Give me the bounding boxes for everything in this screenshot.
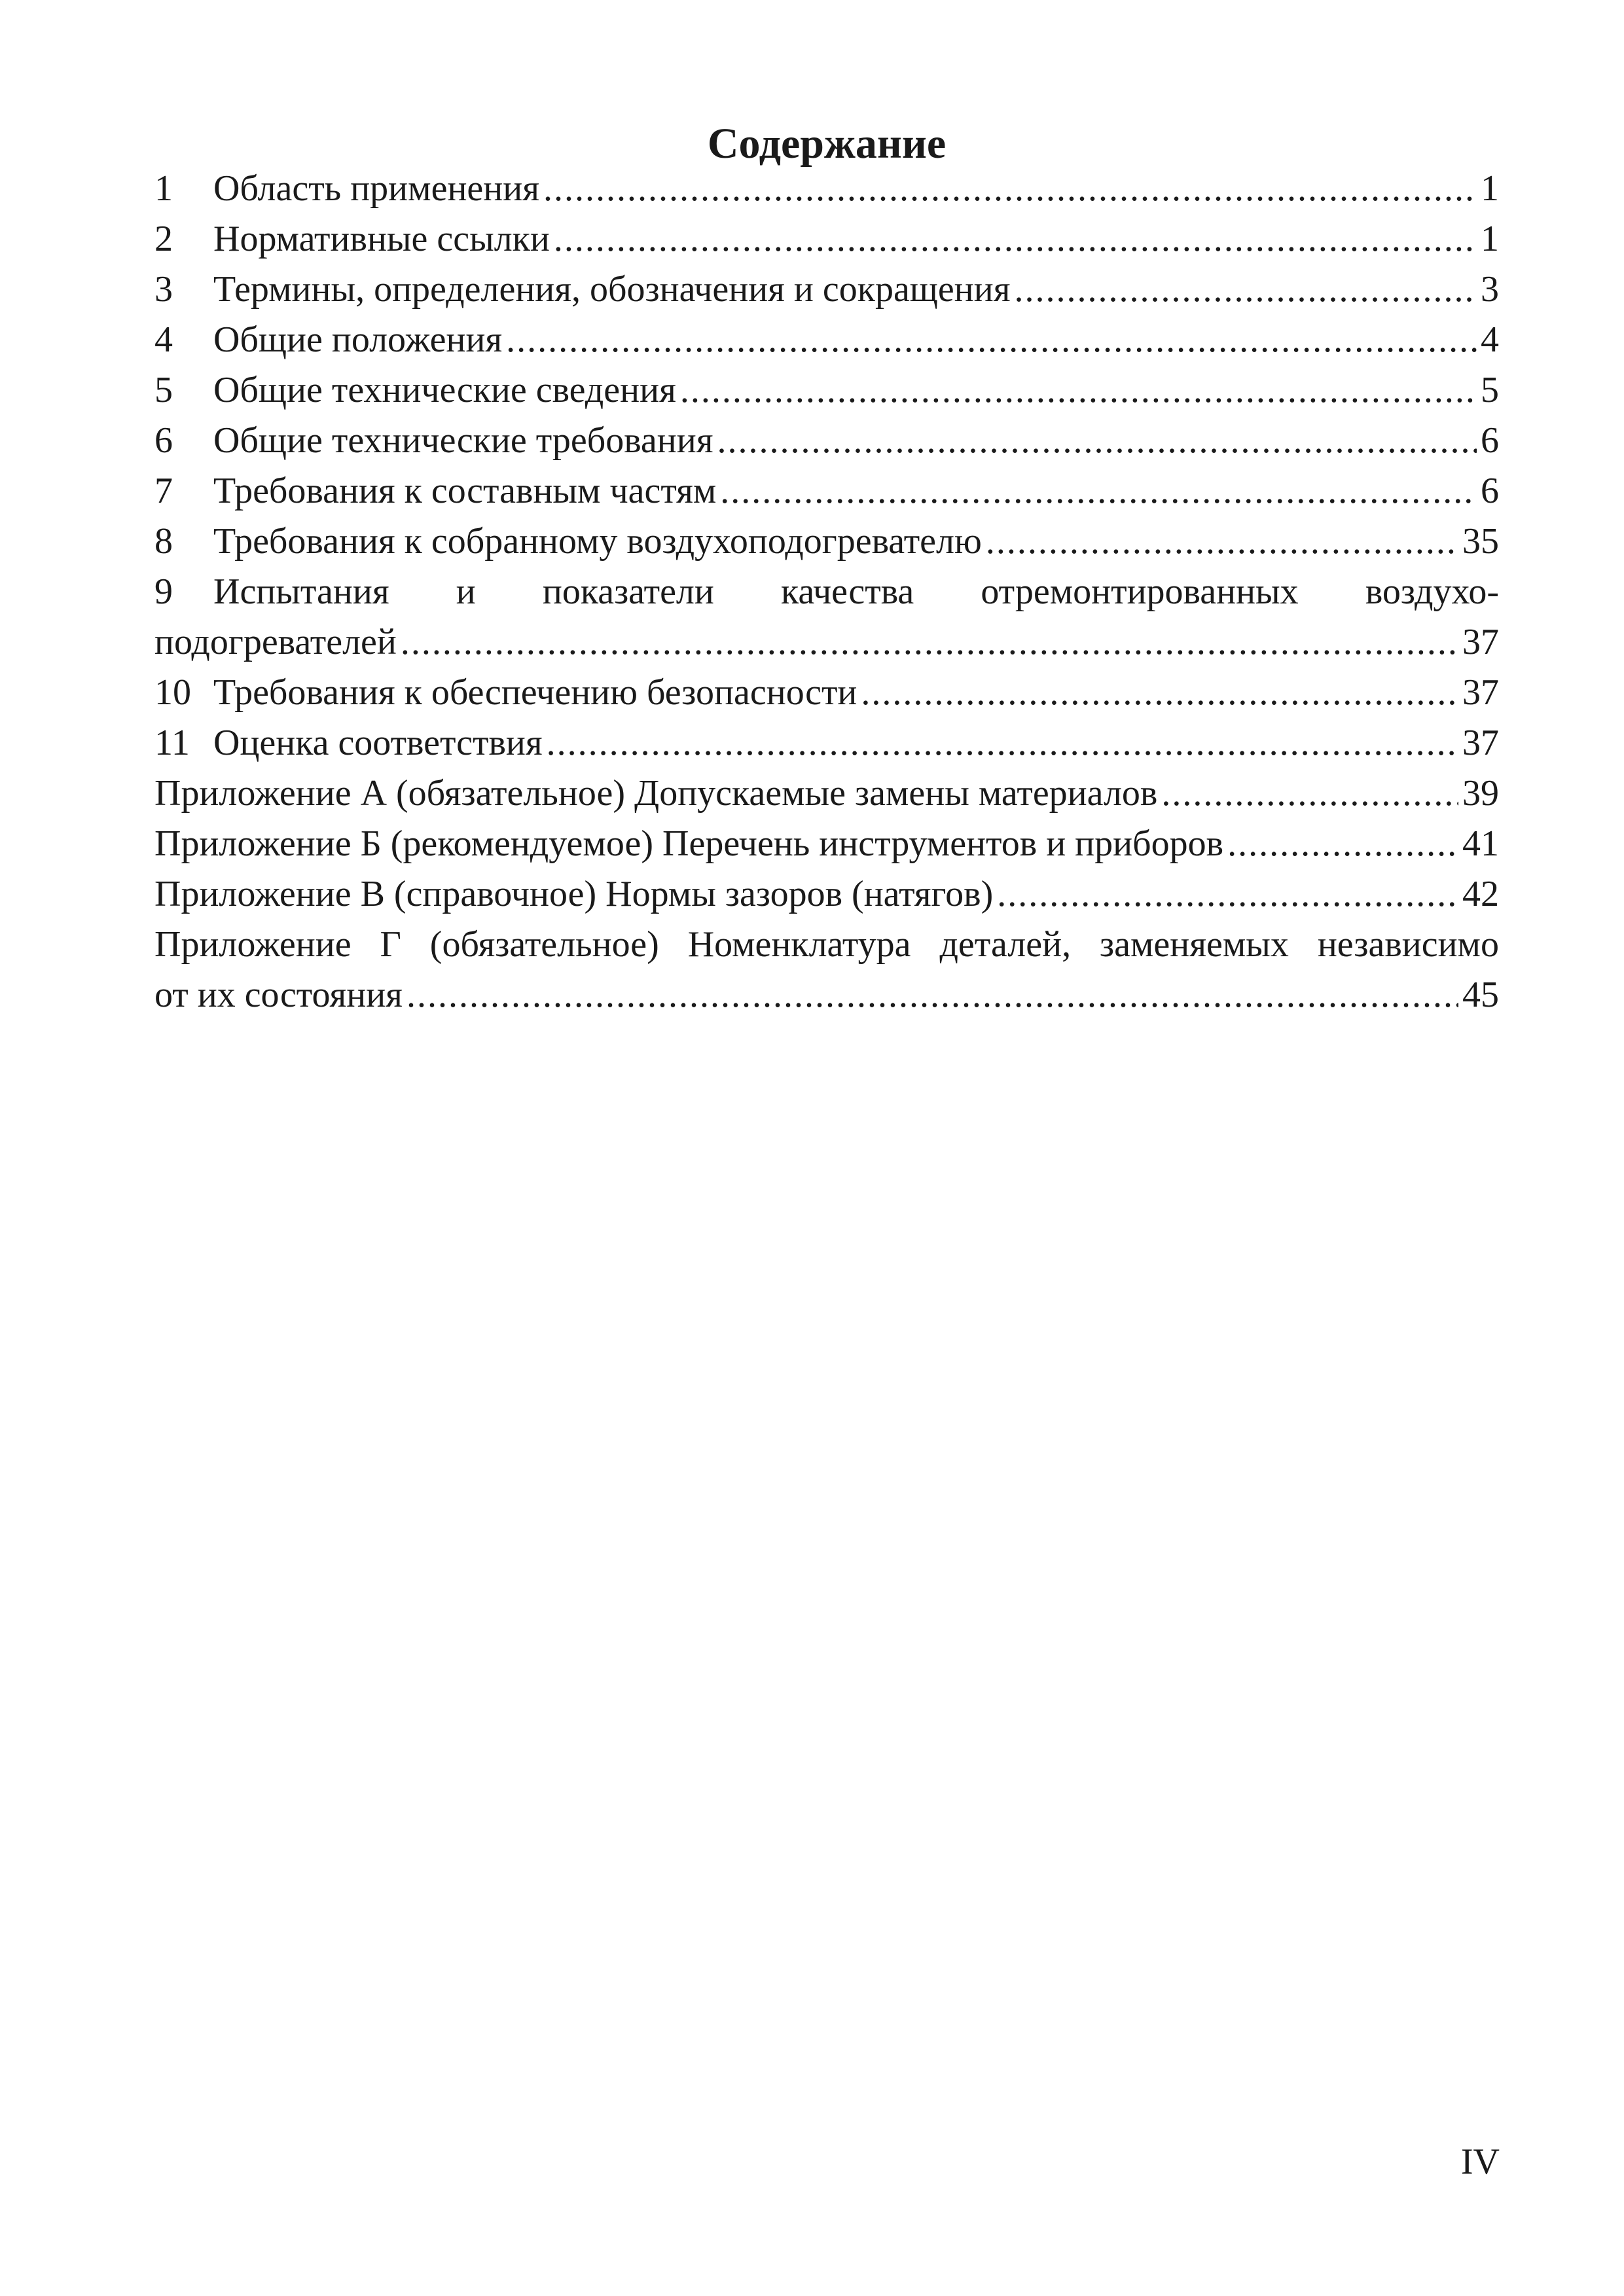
- toc-leader-dots: [861, 668, 1458, 718]
- toc-entry-number: 2: [154, 219, 173, 259]
- toc-leader-dots: [547, 718, 1458, 768]
- toc-entry-label-line2: от их состояния: [154, 975, 403, 1015]
- toc-entry-label: Термины, определения, обозначения и сокращения: [213, 269, 1011, 310]
- toc-leader-dots: [406, 970, 1458, 1020]
- toc-entry-label: Требования к составным частям: [213, 471, 717, 511]
- toc-appendix-entry-multiline-rest[interactable]: [154, 970, 1499, 1020]
- toc-entry-page: 3: [1481, 269, 1499, 310]
- toc-entry-page: 1: [1481, 219, 1499, 259]
- toc-entry-number: 6: [154, 420, 173, 461]
- toc-appendix-entry[interactable]: [154, 768, 1499, 819]
- toc-entry-multiline-rest[interactable]: [154, 617, 1499, 668]
- toc-entry-label: Общие положения: [213, 319, 503, 360]
- toc-leader-dots: [997, 869, 1458, 920]
- toc-entry-label: Приложение Б (рекомендуемое) Перечень инструментов и приборов: [154, 823, 1224, 864]
- toc-entry[interactable]: [154, 466, 1499, 516]
- toc-entry-number: 5: [154, 370, 173, 410]
- toc-leader-dots: [680, 365, 1477, 416]
- toc-title: Содержание: [707, 120, 947, 168]
- toc-entry-label: Область применения: [213, 168, 539, 209]
- toc-entry-number: 9: [154, 571, 173, 612]
- toc-entry-page: 35: [1462, 521, 1499, 562]
- toc-entry-label: Требования к обеспечению безопасности: [213, 672, 857, 713]
- toc-leader-dots: [720, 466, 1477, 516]
- toc-entry-label: Нормативные ссылки: [213, 219, 550, 259]
- toc-entry-page: 5: [1481, 370, 1499, 410]
- toc-entry[interactable]: [154, 365, 1499, 416]
- toc-entry[interactable]: [154, 718, 1499, 768]
- toc-entry-label-line2: подогревателей: [154, 622, 397, 662]
- toc-entry-number: 4: [154, 319, 173, 360]
- toc-entry[interactable]: [154, 668, 1499, 718]
- toc-entry[interactable]: [154, 264, 1499, 315]
- toc-entry-page: 1: [1481, 168, 1499, 209]
- toc-entry-page: 6: [1481, 420, 1499, 461]
- toc-leader-dots: [1227, 819, 1458, 869]
- toc-leader-dots: [1014, 264, 1477, 315]
- toc-entry-label: Приложение В (справочное) Нормы зазоров (натягов): [154, 874, 994, 914]
- toc-entry-page: 37: [1462, 622, 1499, 662]
- toc-leader-dots: [1161, 768, 1458, 819]
- toc-entry[interactable]: [154, 516, 1499, 567]
- toc-entry-number: 7: [154, 471, 173, 511]
- toc-entry[interactable]: [154, 164, 1499, 214]
- toc-entry-label: Приложение А (обязательное) Допускаемые замены материалов: [154, 773, 1158, 814]
- toc-entry-label: Общие технические требования: [213, 420, 713, 461]
- toc-entry-label: Общие технические сведения: [213, 370, 676, 410]
- toc-entry-number: 8: [154, 521, 173, 562]
- toc-entry-number: 1: [154, 168, 173, 209]
- toc-entry-page: 42: [1462, 874, 1499, 914]
- toc-entry-page: 39: [1462, 773, 1499, 814]
- page-number: IV: [1460, 2142, 1500, 2182]
- toc-leader-dots: [986, 516, 1458, 567]
- toc-entry-page: 45: [1462, 975, 1499, 1015]
- toc-entry-number: 11: [154, 723, 190, 763]
- toc-entry-label: Оценка соответствия: [213, 723, 543, 763]
- toc-entry-label-line1: Испытания и показатели качества отремонтированных воздухо-: [213, 571, 1499, 612]
- toc-leader-dots: [506, 315, 1477, 365]
- toc-entry-multiline-first[interactable]: [154, 567, 1499, 617]
- toc-entry[interactable]: [154, 416, 1499, 466]
- toc-entry-page: 41: [1462, 823, 1499, 864]
- table-of-contents: [154, 164, 1499, 1020]
- toc-leader-dots: [401, 617, 1458, 668]
- toc-entry-page: 4: [1481, 319, 1499, 360]
- toc-entry-number: 3: [154, 269, 173, 310]
- toc-entry-number: 10: [154, 672, 191, 713]
- toc-leader-dots: [543, 164, 1477, 214]
- toc-entry-page: 37: [1462, 723, 1499, 763]
- toc-entry-label: Требования к собранному воздухоподогревателю: [213, 521, 982, 562]
- toc-appendix-entry-multiline-first[interactable]: [154, 920, 1499, 970]
- toc-leader-dots: [717, 416, 1477, 466]
- toc-entry-page: 6: [1481, 471, 1499, 511]
- toc-appendix-entry[interactable]: [154, 819, 1499, 869]
- toc-entry-page: 37: [1462, 672, 1499, 713]
- toc-entry[interactable]: [154, 214, 1499, 264]
- toc-appendix-entry[interactable]: [154, 869, 1499, 920]
- toc-entry[interactable]: [154, 315, 1499, 365]
- toc-leader-dots: [554, 214, 1477, 264]
- toc-entry-label-line1: Приложение Г (обязательное) Номенклатура деталей, заменяемых независимо: [154, 924, 1499, 965]
